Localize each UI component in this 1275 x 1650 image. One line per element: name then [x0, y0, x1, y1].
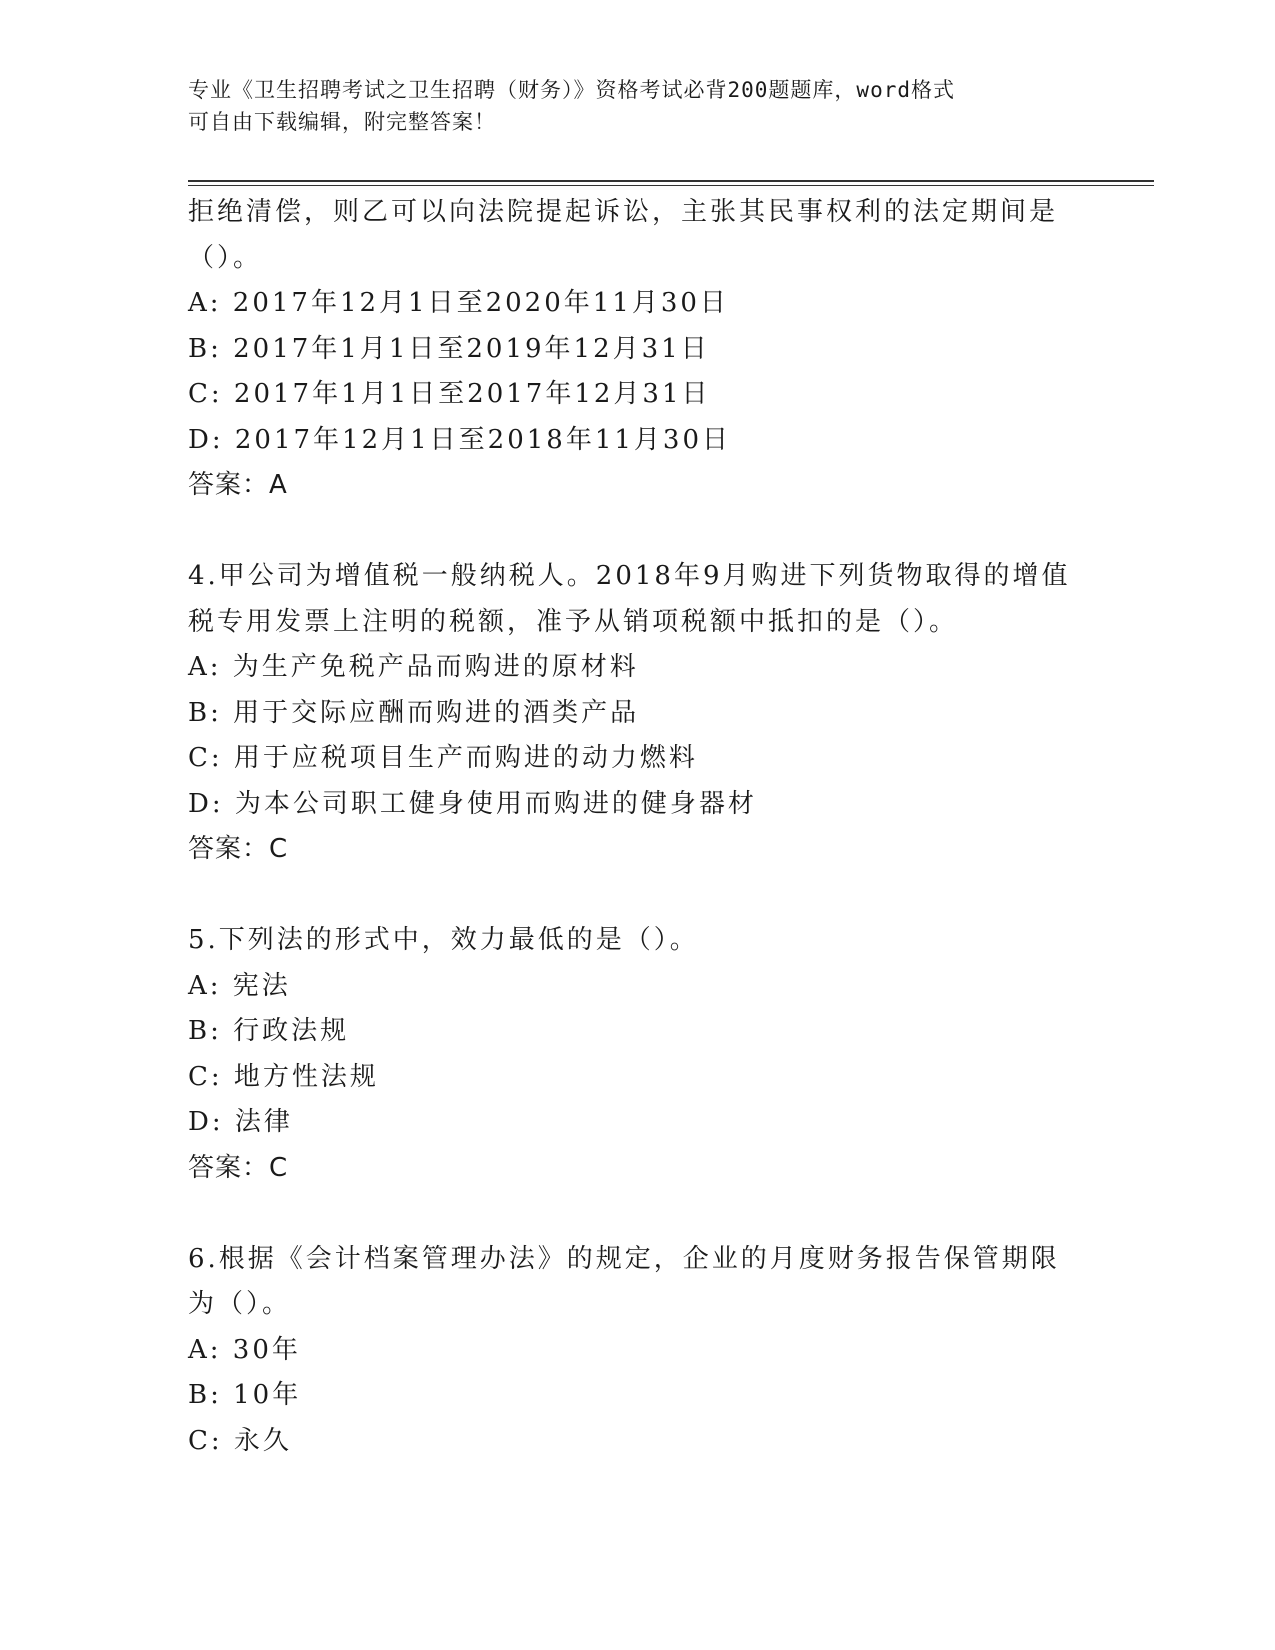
answer-line: 答案：C [188, 1152, 289, 1183]
option-b: B: 行政法规 [188, 1016, 350, 1046]
question-text: 为（）。 [188, 1289, 292, 1319]
question-block-continued [188, 190, 1068, 509]
option-c: C: 永久 [188, 1425, 292, 1456]
spacer [188, 509, 1068, 555]
question-block-5 [188, 918, 1068, 1191]
option-b: B: 用于交际应酬而购进的酒类产品 [188, 697, 640, 728]
answer-line: 答案：C [188, 834, 289, 864]
document-header [188, 74, 1068, 138]
option-d: D: 法律 [188, 1107, 293, 1137]
spacer [188, 873, 1068, 919]
question-block-6 [188, 1237, 1068, 1465]
question-text: 5.下列法的形式中，效力最低的是（）。 [188, 925, 699, 955]
option-d: D: 为本公司职工健身使用而购进的健身器材 [188, 788, 757, 819]
question-text: 4.甲公司为增值税一般纳税人。2018年9月购进下列货物取得的增值 [188, 561, 1071, 591]
option-a: A: 2017年12月1日至2020年11月30日 [188, 288, 729, 318]
option-a: A: 为生产免税产品而购进的原材料 [188, 652, 639, 682]
option-c: C: 2017年1月1日至2017年12月31日 [188, 379, 711, 409]
question-text: 6.根据《会计档案管理办法》的规定，企业的月度财务报告保管期限 [188, 1243, 1060, 1274]
option-c: C: 用于应税项目生产而购进的动力燃料 [188, 743, 698, 773]
question-text: 拒绝清偿，则乙可以向法院提起诉讼，主张其民事权利的法定期间是 [188, 197, 1059, 227]
question-text: 税专用发票上注明的税额，准予从销项税额中抵扣的是（）。 [188, 606, 959, 637]
header-line: 专业《卫生招聘考试之卫生招聘（财务）》资格考试必背200题题库，word格式 [188, 78, 955, 102]
spacer [188, 1191, 1068, 1237]
header-line: 可自由下载编辑，附完整答案！ [188, 110, 496, 134]
question-text: （）。 [188, 242, 263, 273]
option-b: B: 2017年1月1日至2019年12月31日 [188, 333, 710, 364]
option-a: A: 30年 [188, 1334, 301, 1365]
option-a: A: 宪法 [188, 970, 291, 1001]
header-divider [188, 180, 1154, 186]
option-b: B: 10年 [188, 1380, 302, 1410]
option-d: D: 2017年12月1日至2018年11月30日 [188, 424, 732, 455]
question-block-4 [188, 554, 1071, 873]
option-c: C: 地方性法规 [188, 1061, 379, 1092]
answer-line: 答案：A [188, 470, 288, 500]
question-list [188, 190, 1071, 1464]
